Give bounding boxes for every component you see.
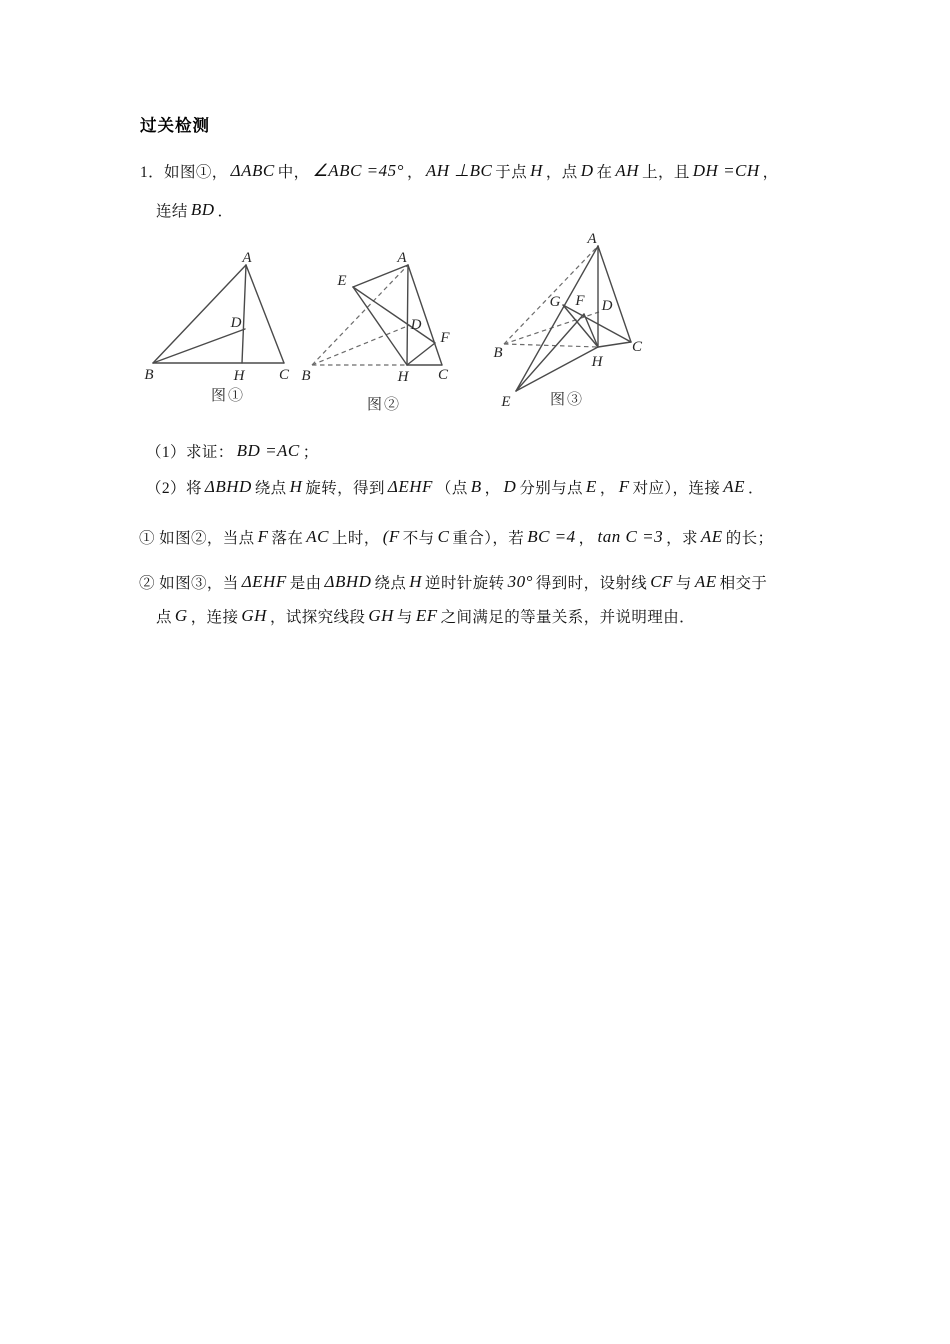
fig2-label-C: C: [437, 367, 449, 383]
fig2-label-D: D: [410, 317, 422, 333]
subpart-2-line-2: 点 G ，连接 GH ，试探究线段 GH 与 EF 之间满足的等量关系，并说明理由．: [156, 606, 696, 626]
fig3-label-A: A: [587, 231, 597, 247]
fig1-label-D: D: [230, 315, 242, 331]
figure-1-caption: 图①: [210, 388, 246, 404]
part-1-line: （1）求证： BD =AC ；: [146, 441, 319, 461]
fig3-edge-GH: [563, 305, 598, 347]
fig2-edge-FH: [407, 343, 435, 365]
fig1-edge-AB: [153, 265, 246, 363]
fig1-label-H: H: [233, 368, 245, 384]
fig3-edge-AC: [598, 246, 631, 342]
fig3-label-B: B: [493, 345, 503, 361]
fig3-label-E: E: [501, 394, 511, 410]
fig2-edge-EH: [353, 287, 407, 365]
figure-3: [493, 231, 643, 410]
fig2-edge-EF: [353, 287, 435, 343]
fig1-label-C: C: [278, 367, 290, 383]
fig3-label-H: H: [591, 354, 603, 370]
fig2-label-E: E: [337, 273, 347, 289]
part-2-line: （2）将 ΔBHD 绕点 H 旋转，得到 ΔEHF （点 B ， D 分别与点 E ， F 对应），连接 AE ．: [146, 477, 764, 497]
fig1-edge-AC: [246, 265, 284, 363]
figure-3-caption: 图③: [549, 392, 585, 408]
fig1-label-B: B: [144, 367, 154, 383]
fig2-edge-BD-dashed: [312, 325, 410, 365]
problem-line-intro: 1．如图①， ΔABC 中， ∠ABC =45° ， AH ⊥BC 于点 H ，点 D 在 AH 上，且 DH =CH ，: [140, 161, 779, 181]
fig3-edge-FH: [584, 314, 598, 347]
fig3-label-D: D: [601, 298, 613, 314]
subpart-2-line-1: ② 如图③，当 ΔEHF 是由 ΔBHD 绕点 H 逆时针旋转 30° 得到时，设射线 CF 与 AE 相交于: [139, 572, 768, 592]
fig3-edge-EF: [516, 314, 584, 391]
problem-line-connect: 连结 BD ．: [156, 200, 234, 220]
fig2-edge-EA: [353, 265, 408, 287]
fig1-edge-AH: [242, 265, 246, 363]
fig3-edge-BH-dashed: [504, 344, 598, 347]
fig2-label-F: F: [440, 330, 450, 346]
figure-2-caption: 图②: [366, 397, 402, 413]
fig3-edge-HC: [598, 342, 631, 347]
figure-2: [301, 250, 450, 413]
fig3-label-F: F: [575, 293, 585, 309]
subpart-1-line: ① 如图②，当点 F 落在 AC 上时， (F 不与 C 重合），若 BC =4 ， tan C =3 ，求 AE 的长；: [139, 527, 774, 547]
fig2-label-H: H: [397, 369, 409, 385]
figures-canvas: [120, 225, 780, 425]
fig1-label-A: A: [242, 250, 252, 266]
figure-1: [144, 250, 290, 404]
fig2-label-B: B: [301, 368, 311, 384]
fig1-edge-BD: [153, 329, 245, 363]
fig2-edge-AH: [407, 265, 408, 365]
fig2-label-A: A: [397, 250, 407, 266]
fig3-label-G: G: [549, 294, 561, 310]
page-title: 过关检测: [140, 117, 210, 135]
fig3-label-C: C: [631, 339, 643, 355]
